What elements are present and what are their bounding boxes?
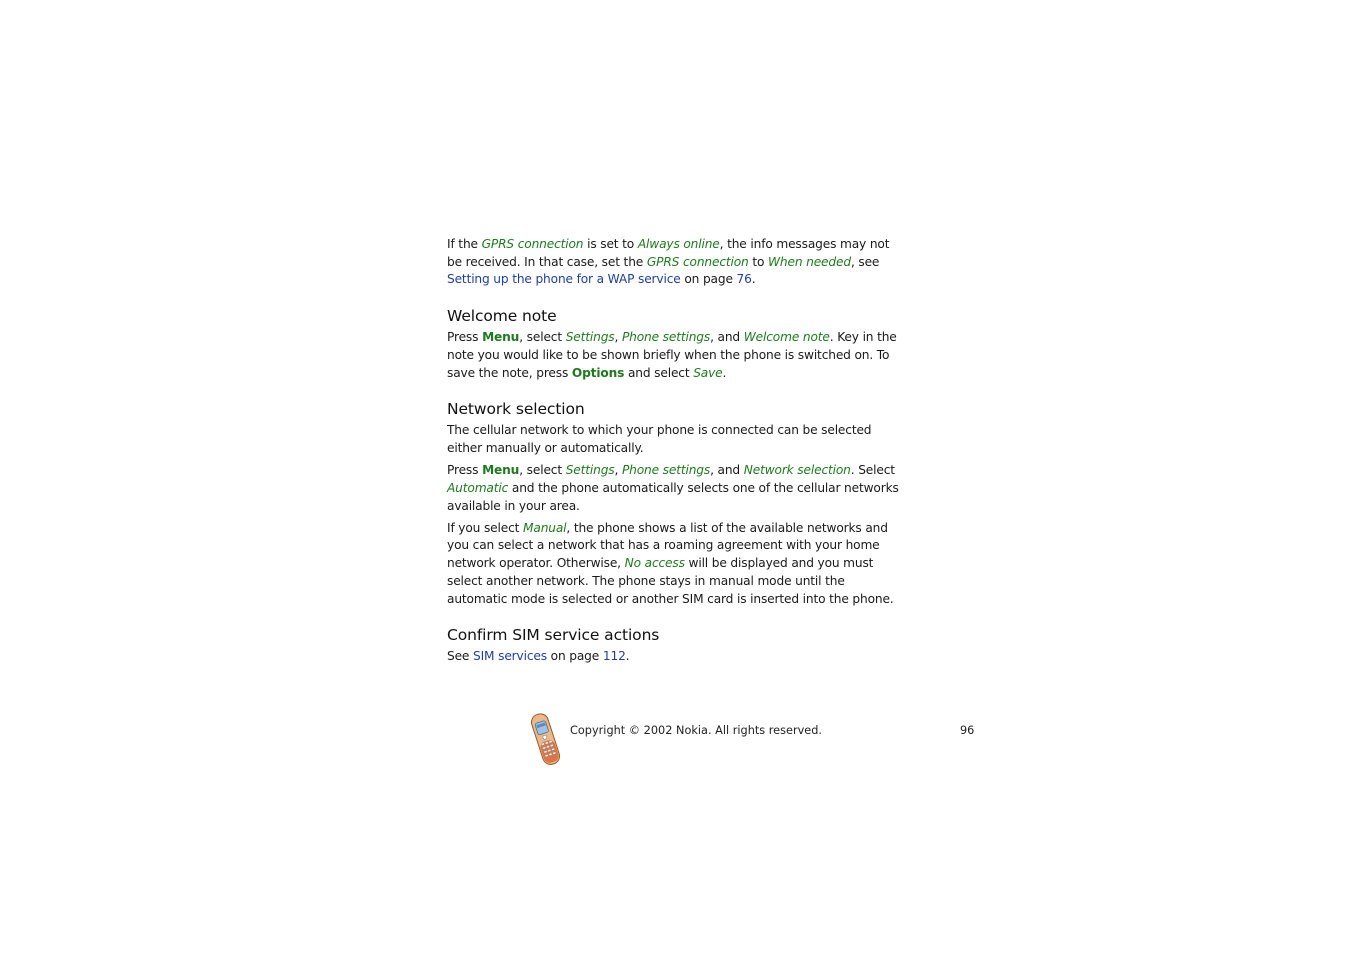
text: , see	[850, 254, 880, 269]
text: is set to	[583, 237, 638, 251]
sim-services-link[interactable]: SIM services	[473, 649, 547, 664]
text: , select	[519, 463, 566, 478]
gprs-connection-term: GPRS connection	[481, 237, 584, 251]
network-steps-paragraph	[447, 462, 907, 515]
text: will be displayed and you must select another network. The phone stays in manual mode until the automatic mode is selected or another SIM card is inserted into the phone.	[447, 556, 894, 606]
text: to	[748, 254, 769, 269]
text: ,	[614, 330, 622, 345]
no-access-term: No access	[624, 556, 685, 571]
network-intro-paragraph: The cellular network to which your phone is connected can be selected either manually or automatically.	[447, 423, 872, 455]
text: , the phone shows a list of the available networks and you can select a network that has a roaming agreement with your home network operator. Otherwise,	[447, 520, 888, 571]
text: .	[625, 649, 630, 664]
gprs-note-paragraph	[447, 236, 907, 289]
text: and select	[624, 365, 694, 380]
page-number: 96	[960, 724, 975, 737]
menu-key: Menu	[482, 330, 520, 345]
page-footer	[527, 711, 977, 767]
nokia-phone-icon	[527, 711, 565, 767]
text: Press	[447, 463, 483, 478]
page-ref-link[interactable]: 76	[736, 272, 752, 287]
text: , the info messages may not be received. In that case, set the	[447, 237, 890, 269]
options-key: Options	[571, 365, 625, 380]
text: ,	[614, 463, 622, 478]
text: , select	[519, 330, 566, 345]
welcome-note-heading: Welcome note	[447, 307, 557, 326]
gprs-connection-term: GPRS connection	[646, 254, 749, 269]
phone-settings-term: Phone settings	[621, 463, 711, 478]
text: See	[447, 649, 474, 664]
text: If the	[447, 237, 482, 251]
text: , and	[710, 330, 744, 345]
automatic-term: Automatic	[447, 480, 509, 495]
welcome-note-term: Welcome note	[743, 330, 830, 345]
manual-page-content	[447, 236, 907, 670]
text: . Select	[850, 463, 895, 478]
copyright-text: Copyright © 2002 Nokia. All rights reserved.	[570, 724, 823, 737]
text: on page	[546, 649, 603, 664]
text: on page	[680, 272, 737, 287]
always-online-term: Always online	[637, 237, 720, 251]
text: . Key in the note you would like to be shown briefly when the phone is switched on. To save the note, press	[447, 330, 897, 380]
settings-term: Settings	[565, 463, 615, 478]
network-selection-heading: Network selection	[447, 400, 585, 419]
text: and the phone automatically selects one of the cellular networks available in your area.	[447, 480, 899, 513]
text: , and	[710, 463, 744, 478]
text: If you select	[447, 520, 524, 535]
manual-term: Manual	[523, 520, 567, 535]
confirm-sim-paragraph	[447, 648, 907, 666]
settings-term: Settings	[565, 330, 615, 345]
save-term: Save	[693, 365, 723, 380]
text: Press	[447, 330, 483, 345]
wap-setup-link[interactable]: Setting up the phone for a WAP service	[447, 272, 681, 287]
phone-settings-term: Phone settings	[621, 330, 711, 345]
text: .	[751, 272, 756, 287]
network-manual-paragraph	[447, 520, 907, 609]
page-ref-link[interactable]: 112	[602, 649, 626, 664]
confirm-sim-heading: Confirm SIM service actions	[447, 626, 660, 645]
welcome-note-paragraph	[447, 329, 907, 382]
when-needed-term: When needed	[768, 254, 851, 269]
menu-key: Menu	[482, 463, 520, 478]
network-selection-term: Network selection	[743, 463, 851, 478]
text: .	[722, 365, 727, 380]
